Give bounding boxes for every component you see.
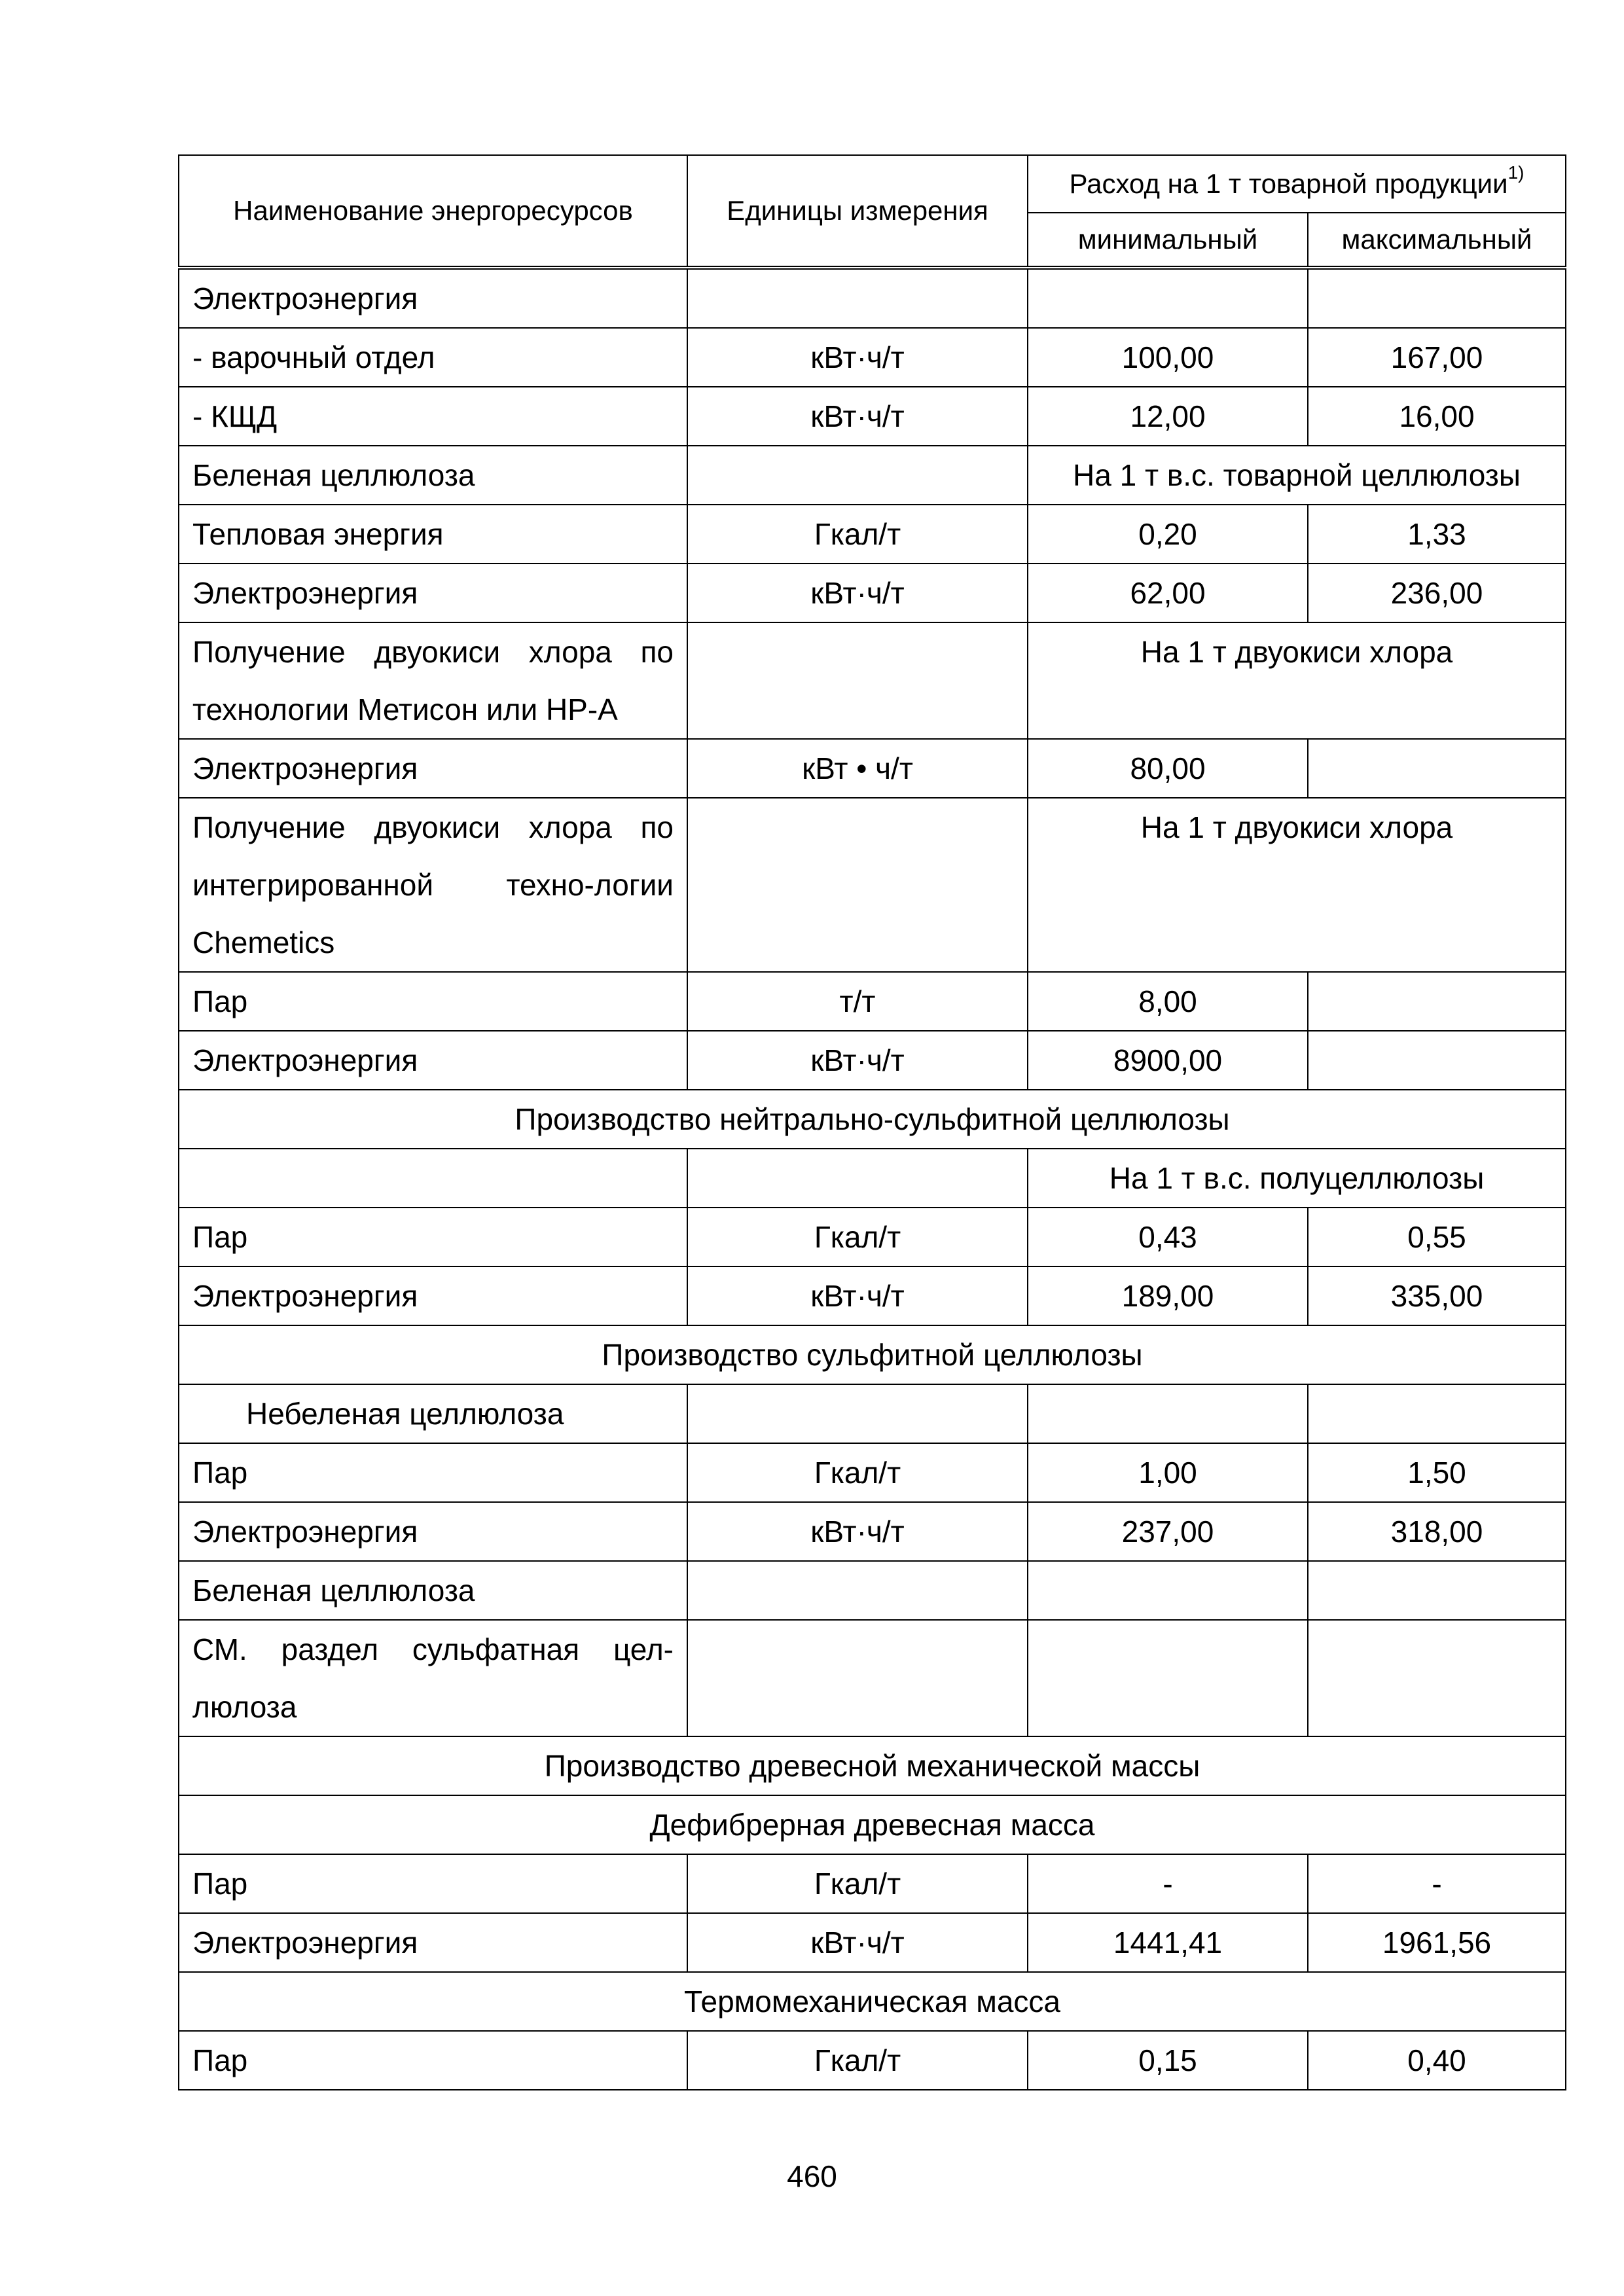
energy-consumption-table (178, 154, 1566, 2090)
table-row (179, 622, 1566, 739)
header-consumption (1028, 155, 1566, 213)
row-min: 0,20 (1028, 505, 1308, 564)
table-row (179, 328, 1566, 387)
section-title: Термомеханическая масса (179, 1972, 1566, 2031)
row-unit (687, 798, 1028, 972)
row-name: Электроэнергия (179, 739, 687, 798)
row-max: 236,00 (1308, 564, 1566, 622)
row-max (1308, 972, 1566, 1031)
row-unit: Гкал/т (687, 1208, 1028, 1266)
row-unit (687, 446, 1028, 505)
row-unit: кВт • ч/т (687, 739, 1028, 798)
table-row (179, 1561, 1566, 1620)
row-name: Пар (179, 1854, 687, 1913)
row-min: 8,00 (1028, 972, 1308, 1031)
table-row (179, 387, 1566, 446)
row-name (179, 1149, 687, 1208)
row-min: 100,00 (1028, 328, 1308, 387)
row-max (1308, 1561, 1566, 1620)
row-name: Электроэнергия (179, 268, 687, 328)
table-row (179, 1149, 1566, 1208)
row-max: 0,55 (1308, 1208, 1566, 1266)
row-min: 8900,00 (1028, 1031, 1308, 1090)
row-unit: кВт·ч/т (687, 387, 1028, 446)
section-row (179, 1795, 1566, 1854)
row-min: 0,43 (1028, 1208, 1308, 1266)
table-row (179, 564, 1566, 622)
table-header (179, 155, 1566, 268)
section-title: Производство нейтрально-сульфитной целлюлозы (179, 1090, 1566, 1149)
row-min: 80,00 (1028, 739, 1308, 798)
row-unit (687, 1561, 1028, 1620)
row-name: Пар (179, 1208, 687, 1266)
row-name: Тепловая энергия (179, 505, 687, 564)
row-max: 318,00 (1308, 1502, 1566, 1561)
header-name: Наименование энергоресурсов (179, 155, 687, 268)
row-name: Электроэнергия (179, 1913, 687, 1972)
row-unit: т/т (687, 972, 1028, 1031)
row-max: 1,33 (1308, 505, 1566, 564)
row-unit: Гкал/т (687, 1443, 1028, 1502)
row-unit: Гкал/т (687, 505, 1028, 564)
row-unit: Гкал/т (687, 2031, 1028, 2090)
section-row (179, 1972, 1566, 2031)
row-min (1028, 1384, 1308, 1443)
row-min: 1,00 (1028, 1443, 1308, 1502)
row-name: - КЩД (179, 387, 687, 446)
row-max: 16,00 (1308, 387, 1566, 446)
row-max: 1,50 (1308, 1443, 1566, 1502)
row-unit (687, 1620, 1028, 1736)
row-name: СМ. раздел сульфатная цел-люлоза (179, 1620, 687, 1736)
table-row (179, 1208, 1566, 1266)
row-unit: Гкал/т (687, 1854, 1028, 1913)
row-max (1308, 1031, 1566, 1090)
row-name: Получение двуокиси хлора по технологии Метисон или HP-A (179, 622, 687, 739)
table-row (179, 739, 1566, 798)
table-row (179, 1443, 1566, 1502)
row-unit: кВт·ч/т (687, 1266, 1028, 1325)
page-number: 460 (787, 2159, 837, 2193)
header-consumption-text: Расход на 1 т товарной продукции (1069, 168, 1508, 199)
row-name: Электроэнергия (179, 1266, 687, 1325)
table-row (179, 1913, 1566, 1972)
row-name: Пар (179, 1443, 687, 1502)
section-title: Дефибрерная древесная масса (179, 1795, 1566, 1854)
table-row (179, 2031, 1566, 2090)
row-min (1028, 268, 1308, 328)
row-name: Электроэнергия (179, 1502, 687, 1561)
header-units: Единицы измерения (687, 155, 1028, 268)
row-unit: кВт·ч/т (687, 328, 1028, 387)
row-unit: кВт·ч/т (687, 1502, 1028, 1561)
row-max (1308, 1384, 1566, 1443)
row-max: - (1308, 1854, 1566, 1913)
row-name: Получение двуокиси хлора по интегрированной техно-логии Chemetics (179, 798, 687, 972)
table-row (179, 505, 1566, 564)
row-unit (687, 1384, 1028, 1443)
row-min: 1441,41 (1028, 1913, 1308, 1972)
row-name: Небеленая целлюлоза (179, 1384, 687, 1443)
header-min: минимальный (1028, 213, 1308, 268)
row-max (1308, 1620, 1566, 1736)
table-row (179, 798, 1566, 972)
row-name: Пар (179, 2031, 687, 2090)
row-max: 335,00 (1308, 1266, 1566, 1325)
row-name: Пар (179, 972, 687, 1031)
row-name: Беленая целлюлоза (179, 446, 687, 505)
row-span-note: На 1 т в.с. полуцеллюлозы (1028, 1149, 1566, 1208)
table-row (179, 1620, 1566, 1736)
row-min (1028, 1561, 1308, 1620)
section-row (179, 1736, 1566, 1795)
table-row (179, 446, 1566, 505)
row-name: Электроэнергия (179, 1031, 687, 1090)
row-max: 1961,56 (1308, 1913, 1566, 1972)
row-min: 237,00 (1028, 1502, 1308, 1561)
section-row (179, 1325, 1566, 1384)
row-min: - (1028, 1854, 1308, 1913)
row-name: - варочный отдел (179, 328, 687, 387)
row-span-note: На 1 т в.с. товарной целлюлозы (1028, 446, 1566, 505)
table-row (179, 268, 1566, 328)
row-unit: кВт·ч/т (687, 1913, 1028, 1972)
row-name: Беленая целлюлоза (179, 1561, 687, 1620)
footnote-mark: 1) (1507, 162, 1525, 183)
table-row (179, 1384, 1566, 1443)
row-unit (687, 268, 1028, 328)
section-title: Производство древесной механической массы (179, 1736, 1566, 1795)
row-span-note: На 1 т двуокиси хлора (1028, 622, 1566, 739)
row-max: 167,00 (1308, 328, 1566, 387)
row-span-note: На 1 т двуокиси хлора (1028, 798, 1566, 972)
table-row (179, 1266, 1566, 1325)
row-unit: кВт·ч/т (687, 1031, 1028, 1090)
section-title: Производство сульфитной целлюлозы (179, 1325, 1566, 1384)
row-unit: кВт·ч/т (687, 564, 1028, 622)
row-name: Электроэнергия (179, 564, 687, 622)
table-row (179, 1854, 1566, 1913)
row-max (1308, 739, 1566, 798)
row-min: 12,00 (1028, 387, 1308, 446)
section-row (179, 1090, 1566, 1149)
table-row (179, 1502, 1566, 1561)
row-min: 189,00 (1028, 1266, 1308, 1325)
header-max: максимальный (1308, 213, 1566, 268)
row-min: 0,15 (1028, 2031, 1308, 2090)
row-unit (687, 1149, 1028, 1208)
row-max: 0,40 (1308, 2031, 1566, 2090)
row-min: 62,00 (1028, 564, 1308, 622)
row-unit (687, 622, 1028, 739)
table-row (179, 1031, 1566, 1090)
table-row (179, 972, 1566, 1031)
row-max (1308, 268, 1566, 328)
row-min (1028, 1620, 1308, 1736)
